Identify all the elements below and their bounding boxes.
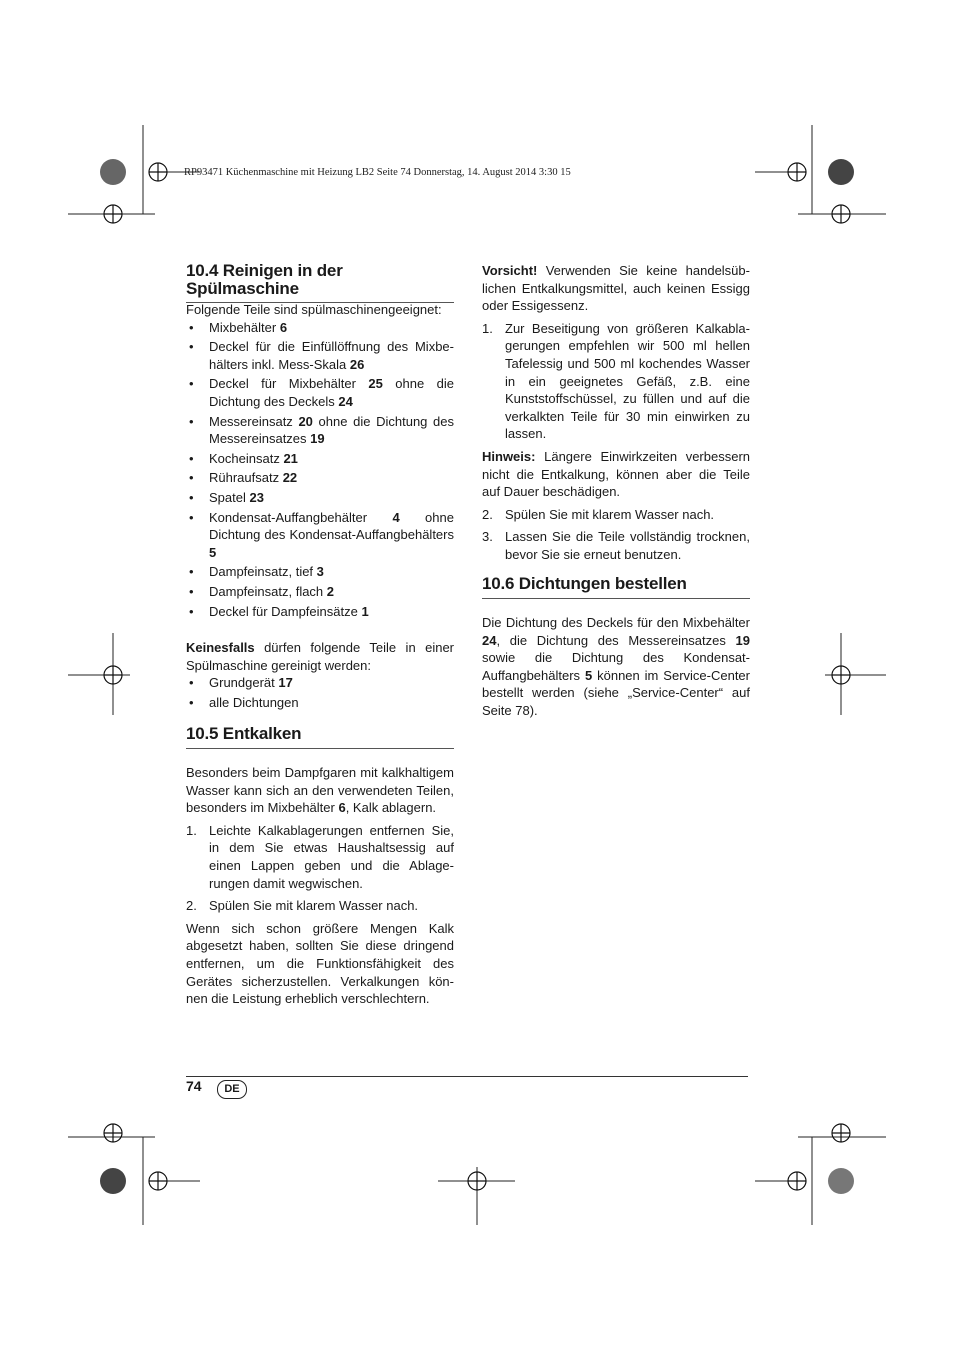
step-text: Spülen Sie mit klarem Wasser nach. bbox=[209, 898, 419, 914]
descale-steps-heavy bbox=[482, 320, 750, 443]
part-number: 19 bbox=[310, 431, 325, 447]
step-text: Lassen Sie die Teile vollständig trocknen, bevor Sie sie erneut benutzen. bbox=[505, 529, 750, 562]
step-number: 3. bbox=[482, 529, 493, 545]
list-item bbox=[186, 450, 454, 468]
caution-lead: Vorsicht! bbox=[482, 263, 538, 278]
list-item bbox=[186, 583, 454, 601]
section-10-6-body bbox=[482, 614, 750, 720]
step-text: Zur Beseitigung von größeren Kalkablagerungen empfehlen wir 500 ml hellen Tafelessig und 500 ml kochendes Wasser in ein geeignetes Gefäß, z.B. eine Kunststoffschüssel, zu füllen und auf die verkalkten Teile für 30 min einwirken zu lassen. bbox=[505, 320, 750, 442]
descale-intro: Besonders beim Dampfgaren mit kalkhaltigem Wasser kann sich an den verwendeten Teilen, besonders im Mixbehälter 6, Kalk ablagern. bbox=[186, 765, 454, 816]
part-number: 23 bbox=[249, 489, 264, 505]
list-item bbox=[186, 338, 454, 373]
step-item bbox=[482, 506, 750, 524]
descale-steps bbox=[186, 822, 454, 915]
language-badge: DE bbox=[217, 1080, 247, 1099]
note-text: Hinweis: Längere Einwirkzeiten verbessern nicht die Entkalkung, können aber die Teile auf Dauer beschädigen. bbox=[482, 448, 750, 500]
heading-10-5: 10.5 Entkalken bbox=[186, 725, 454, 749]
step-item bbox=[482, 528, 750, 563]
item-text: ohne die Dichtung des Deckels bbox=[209, 376, 454, 409]
part-number: 22 bbox=[282, 470, 298, 486]
heading-10-4: 10.4 Reinigen in der Spülmaschine bbox=[186, 262, 454, 303]
item-text: Messereinsatz bbox=[209, 413, 299, 429]
item-text: Deckel für die Einfüllöffnung des Mixbehälters inkl. Mess-Skala bbox=[209, 339, 454, 372]
step-number: 1. bbox=[186, 822, 197, 838]
step-number: 1. bbox=[482, 320, 493, 336]
item-text: Grundgerät bbox=[209, 675, 279, 691]
list-item bbox=[186, 469, 454, 487]
part-number: 3 bbox=[316, 564, 324, 580]
item-text: Kocheinsatz bbox=[209, 450, 284, 466]
part-number: 20 bbox=[298, 413, 313, 429]
page-number: 74 bbox=[186, 1078, 202, 1094]
caution-text: Vorsicht! Verwenden Sie keine handelsüblichen Entkalkungsmittel, auch keinen Essigg oder Essigessenz. bbox=[482, 263, 750, 314]
list-item bbox=[186, 674, 454, 692]
list-item bbox=[186, 509, 454, 562]
never-text: dürfen folgende Teile in einer Spülmaschine gereinigt werden: bbox=[186, 640, 454, 673]
section-10-5-body bbox=[186, 764, 454, 1008]
dishwasher-safe-list bbox=[186, 319, 454, 621]
part-number: 21 bbox=[283, 450, 298, 466]
list-item bbox=[186, 603, 454, 621]
intro-text: Folgende Teile sind spülmaschinengeeignet: bbox=[186, 302, 442, 317]
item-text: Kondensat-Auffangbehälter bbox=[209, 509, 393, 525]
caution-block bbox=[482, 262, 750, 569]
not-dishwasher-text bbox=[186, 639, 454, 674]
step-number: 2. bbox=[186, 898, 197, 914]
part-number: 2 bbox=[326, 583, 335, 599]
item-text: Dampfeinsatz, flach bbox=[209, 583, 327, 599]
seals-order-text: Die Dichtung des Deckels für den Mixbehälter 24, die Dichtung des Messereinsatzes 19 sowie die Dichtung des Kondensat-Auffangbehälters 5 können im Service-Center bestellt werden (siehe „Service-Center“ auf Seite 78). bbox=[482, 615, 750, 718]
step-item bbox=[482, 320, 750, 443]
part-number: 17 bbox=[278, 675, 293, 691]
note-lead: Hinweis: bbox=[482, 448, 536, 464]
descale-steps-rinse bbox=[482, 506, 750, 564]
never-lead: Keinesfalls bbox=[186, 640, 255, 655]
step-number: 2. bbox=[482, 506, 493, 522]
item-text: Deckel für Mixbehälter bbox=[209, 376, 369, 392]
item-text: ohne die Dichtung des Messereinsatzes bbox=[209, 413, 455, 447]
step-text: Leichte Kalkablagerungen entfernen Sie, in dem Sie etwas Haushaltsessig auf einen Lappen geben und die Ablagerungen damit wegwischen. bbox=[209, 822, 454, 891]
item-text: Dampfeinsatz, tief bbox=[209, 564, 317, 580]
not-dishwasher-block bbox=[186, 639, 454, 713]
part-number: 5 bbox=[209, 544, 217, 560]
part-number: 26 bbox=[349, 356, 365, 372]
part-number: 24 bbox=[338, 393, 353, 409]
part-number: 25 bbox=[368, 376, 383, 392]
item-text: Spatel bbox=[209, 489, 250, 505]
list-item bbox=[186, 694, 454, 712]
part-number: 1 bbox=[361, 603, 369, 619]
part-number: 6 bbox=[279, 319, 288, 335]
heading-10-6: 10.6 Dichtungen bestellen bbox=[482, 575, 750, 599]
section-10-4-body bbox=[186, 301, 454, 622]
item-text: Rühraufsatz bbox=[209, 470, 283, 486]
list-item bbox=[186, 375, 454, 410]
item-text: ohne Dichtung des Kondensat-Auffangbehälters bbox=[209, 509, 454, 543]
step-text: Spülen Sie mit klarem Wasser nach. bbox=[505, 506, 715, 522]
not-dishwasher-list bbox=[186, 674, 454, 711]
step-item bbox=[186, 822, 454, 892]
list-item bbox=[186, 563, 454, 581]
item-text: alle Dichtungen bbox=[209, 694, 299, 710]
step-item bbox=[186, 897, 454, 915]
list-item bbox=[186, 413, 454, 448]
list-item bbox=[186, 489, 454, 507]
footer-rule bbox=[186, 1076, 748, 1077]
item-text: Deckel für Dampfeinsätze bbox=[209, 603, 362, 619]
descale-paragraph: Wenn sich schon größere Mengen Kalk abgesetzt haben, sollten Sie diese dringend entfernen, um die Funktionsfähigkeit des Gerätes sicherzustellen. Verkalkungen können die Leistung erheblich verschlechtern. bbox=[186, 920, 454, 1007]
part-number: 4 bbox=[392, 509, 400, 525]
item-text: Mixbehälter bbox=[209, 319, 280, 335]
list-item bbox=[186, 319, 454, 337]
print-header: RP93471 Küchenmaschine mit Heizung LB2 Seite 74 Donnerstag, 14. August 2014 3:30 15 bbox=[184, 167, 571, 178]
